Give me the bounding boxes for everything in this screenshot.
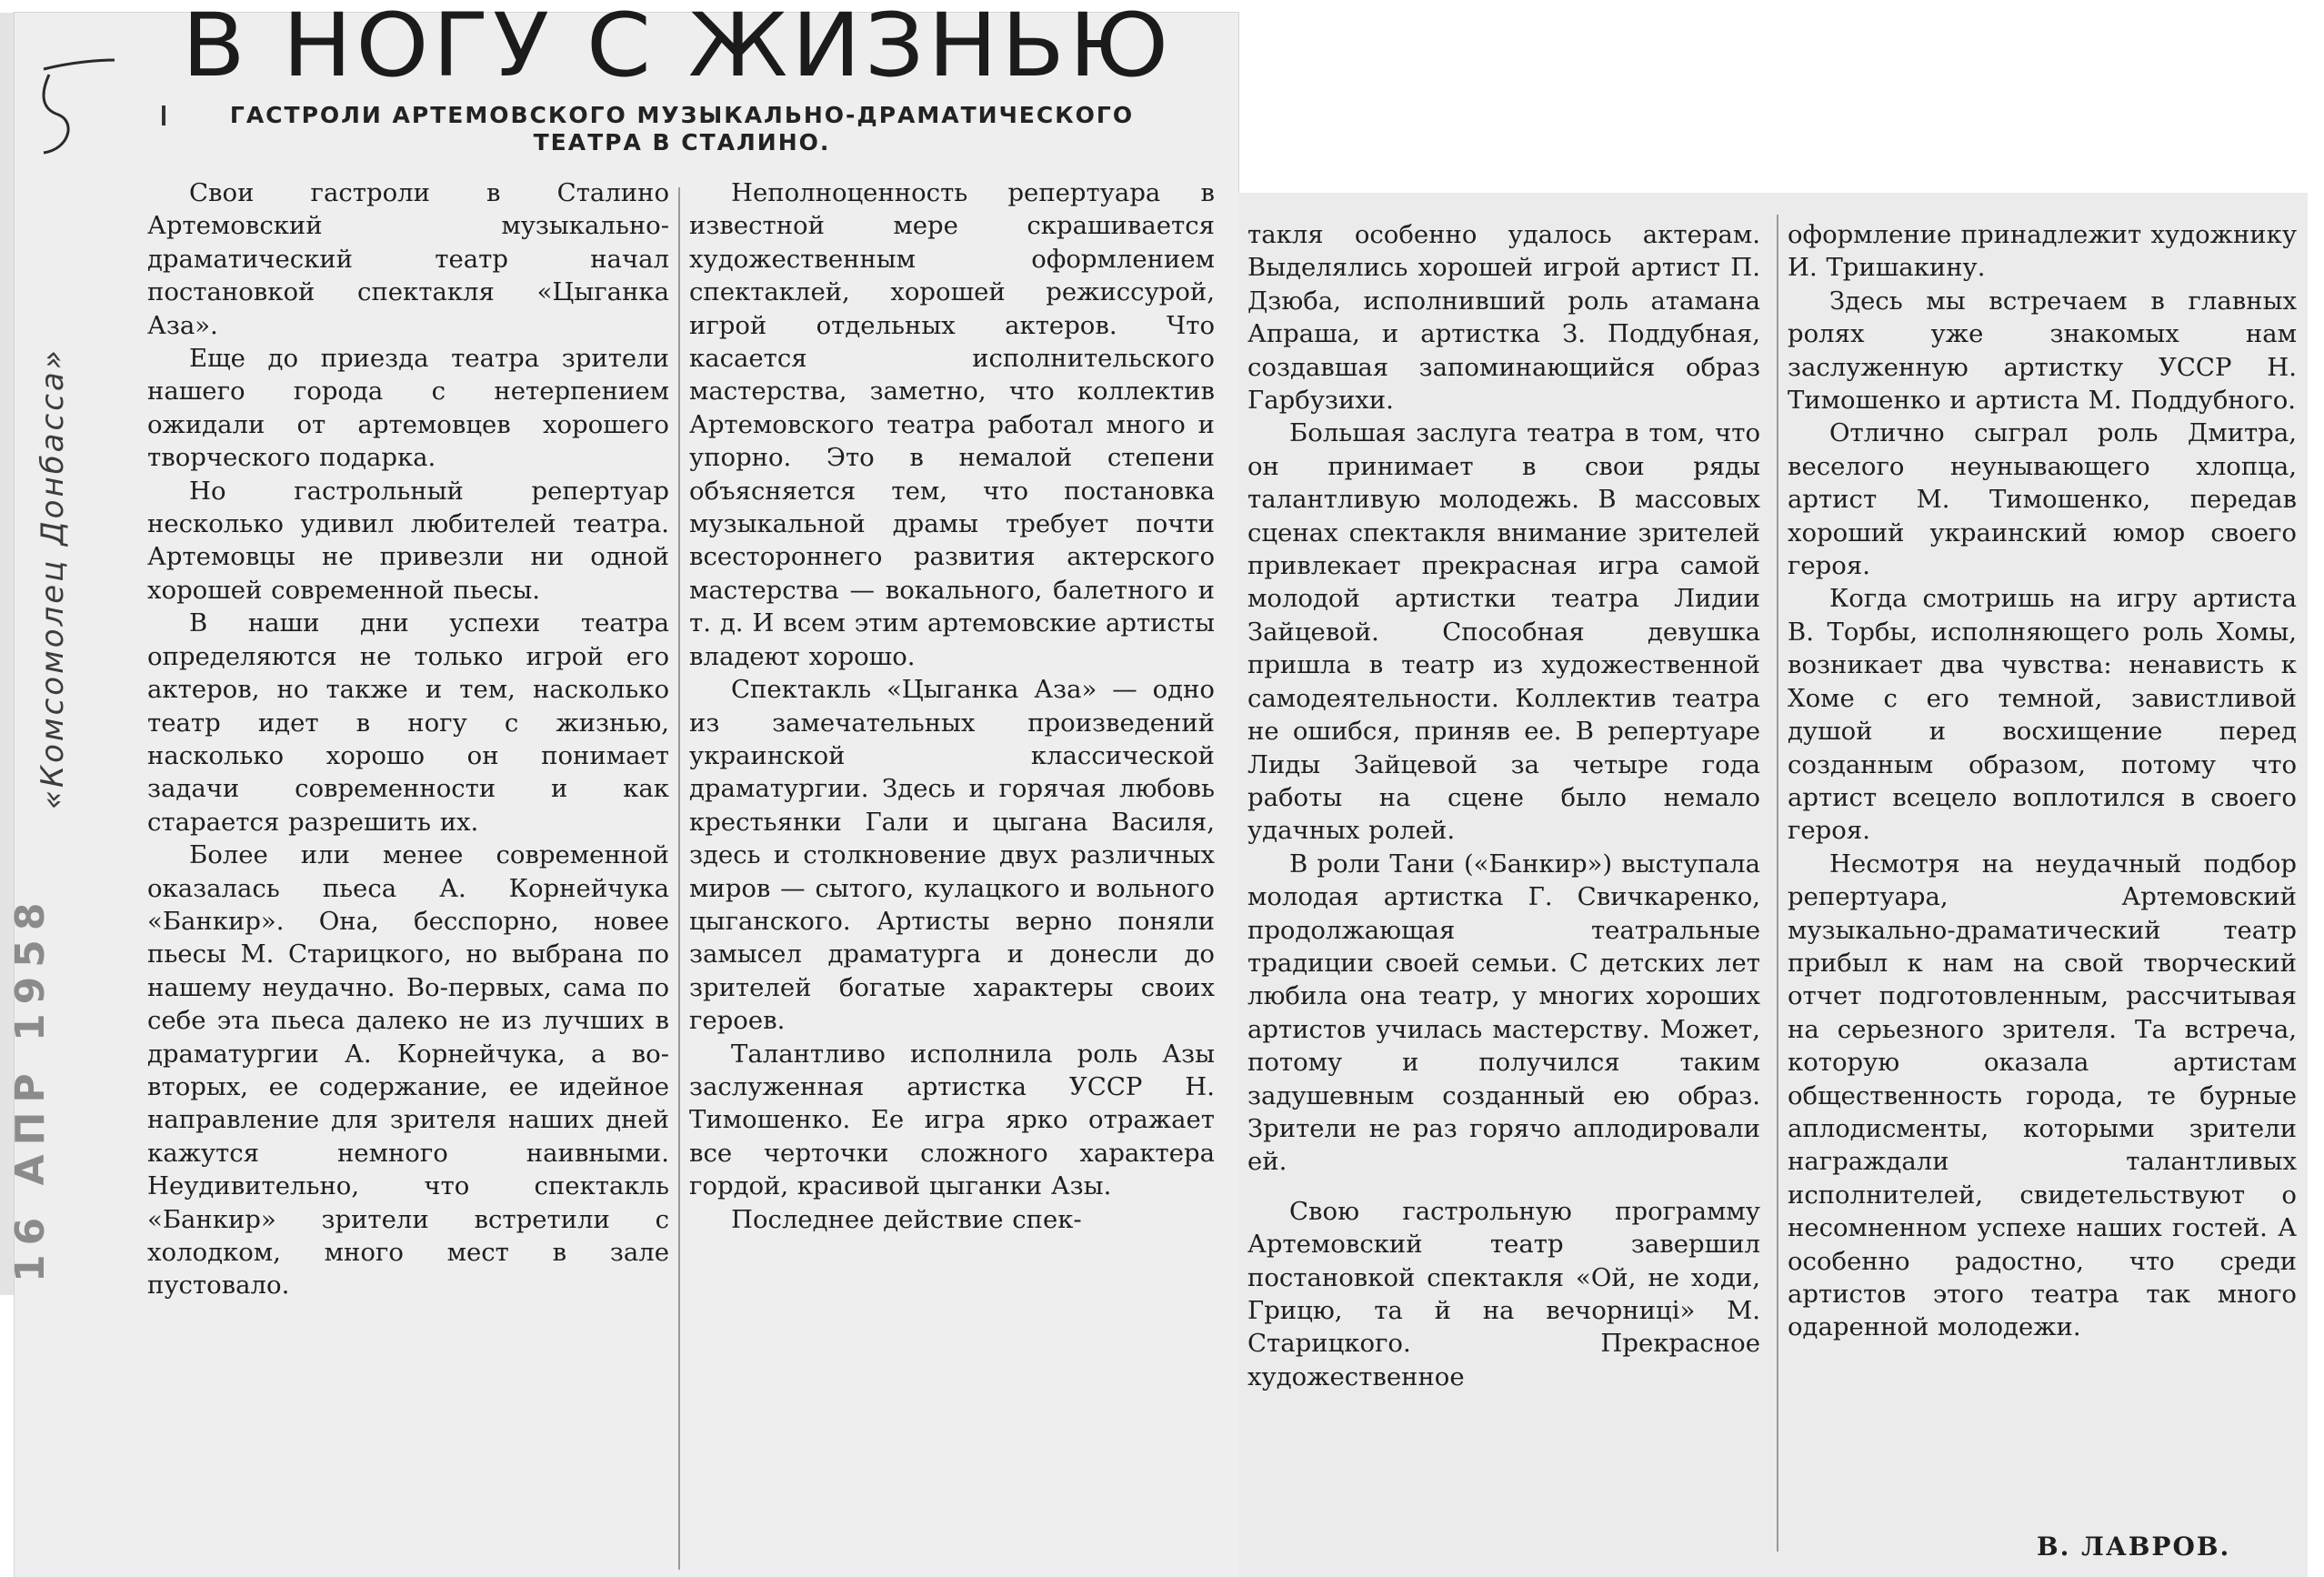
article-column-3	[1247, 218, 1760, 1393]
column-3-paragraph: Большая заслуга театра в том, что он принимает в свои ряды талантливую молодежь. В массовых сценах спектакля внимание зрителей привлекает прекрасная игра самой молодой артистки театра Лидии Зайцевой. Способная девушка пришла в театр из художественной самодеятельности. Коллектив театра не ошибся, приняв ее. В репертуаре Лиды Зайцевой за четыре года работы на сцене было немало удачных ролей.	[1247, 418, 1760, 846]
column-2-paragraph: Неполноценность репертуара в известной мере скрашивается художественным оформлением спектаклей, хорошей режиссурой, игрой отдельных актеров. Что касается исполнительского мастерства, заметно, что коллектив Артемовского театра работал много и упорно. Это в немалой степени объясняется тем, что постановка музыкальной драмы требует почти всестороннего развития актерского мастерства — вокального, балетного и т. д. И всем этим артемовские артисты владеют хорошо.	[689, 178, 1215, 671]
article-column-2	[689, 176, 1215, 1236]
column-4-paragraph: Отлично сыграл роль Дмитра, веселого неунывающего хлопца, артист М. Тимошенко, передав хороший украинский юмор своего героя.	[1788, 418, 2297, 581]
handwritten-mark-icon	[36, 58, 118, 158]
column-4-paragraph: оформление принадлежит художнику И. Тришакину.	[1788, 220, 2297, 283]
column-1-paragraph: Более или менее современной оказалась пьеса А. Корнейчука «Банкир». Она, бесспорно, новее пьесы М. Старицкого, но выбрана по нашему неудачно. Во-первых, сама по себе эта пьеса далеко не из лучших в драматургии А. Корнейчука, а во-вторых, ее содержание, ее идейное направление для зрителя наших дней кажутся немного наивными. Неудивительно, что спектакль «Банкир» зрители встретили с холодком, много мест в зале пустовало.	[147, 840, 669, 1301]
column-2-paragraph: Талантливо исполнила роль Азы заслуженная артистка УССР Н. Тимошенко. Ее игра ярко отражает все черточки сложного характера гордой, красивой цыганки Азы.	[689, 1039, 1215, 1201]
column-4-paragraph: Здесь мы встречаем в главных ролях уже знакомых нам заслуженную артистку УССР Н. Тимошенко и артиста М. Поддубного.	[1788, 286, 2297, 416]
column-1-paragraph: Свои гастроли в Сталино Артемовский музыкально-драматический театр начал постановкой спектакля «Цыганка Аза».	[147, 178, 669, 340]
column-rule-1	[678, 187, 680, 1570]
column-rule-2	[1777, 215, 1778, 1552]
article-headline: В НОГУ С ЖИЗНЬЮ	[182, 0, 1173, 96]
column-3-paragraph: Свою гастрольную программу Артемовский театр завершил постановкой спектакля «Ой, не ходи, Грицю, та й на вечорниці» М. Старицкого. Прекрасное художественное	[1247, 1196, 1760, 1391]
column-1-paragraph: В наши дни успехи театра определяются не только игрой его актеров, но также и тем, насколько театр идет в ногу с жизнью, насколько хорошо он понимает задачи современности и как старается разрешить их.	[147, 608, 669, 837]
column-3-paragraph: такля особенно удалось актерам. Выделялись хорошей игрой артист П. Дзюба, исполнивший роль атамана Апраша, и артистка З. Поддубная, создавшая запоминающийся образ Гарбузихи.	[1247, 220, 1760, 416]
column-1-paragraph: Но гастрольный репертуар несколько удивил любителей театра. Артемовцы не привезли ни одной хорошей современной пьесы.	[147, 476, 669, 605]
column-3-paragraph: В роли Тани («Банкир») выступала молодая артистка Г. Свичкаренко, продолжающая театральные традиции своей семьи. С детских лет любила она театр, у многих хороших артистов училась мастерству. Может, потому и получился таким задушевным созданный ею образ. Зрители не раз горячо аплодировали ей.	[1247, 849, 1760, 1177]
newspaper-name-label: «Комсомолец Донбасса»	[35, 347, 71, 809]
article-column-4	[1788, 218, 2297, 1344]
column-2-paragraph: Последнее действие спек-	[731, 1204, 1082, 1234]
article-column-1	[147, 176, 669, 1302]
column-2-paragraph: Спектакль «Цыганка Аза» — одно из замечательных произведений украинской классической драматургии. Здесь и горячая любовь крестьянки Гали и цыгана Василя, здесь и столкновение двух различных миров — сытого, кулацкого и вольного цыганского. Артисты верно поняли замысел драматурга и донесли до зрителей богатые характеры своих героев.	[689, 675, 1215, 1036]
column-4-paragraph: Когда смотришь на игру артиста В. Торбы, исполняющего роль Хомы, возникает два чувства: ненависть к Хоме с его темной, завистливой душой и восхищение перед созданным образом, потому что артист всецело воплотился в своего героя.	[1788, 584, 2297, 846]
column-4-paragraph: Несмотря на неудачный подбор репертуара, Артемовский музыкально-драматический театр прибыл к нам на свой творческий отчет подготовленным, рассчитывая на серьезного зрителя. Та встреча, которую оказала артистам общественность города, те бурные аплодисменты, которыми зрители награждали талантливых исполнителей, свидетельствуют о несомненном успехе наших гостей. А особенно радостно, что среди артистов этого театра так много одаренной молодежи.	[1788, 849, 2297, 1342]
column-1-paragraph: Еще до приезда театра зрители нашего города с нетерпением ожидали от артемовцев хорошего творческого подарка.	[147, 344, 669, 473]
subheadline-marker	[162, 105, 165, 126]
article-subheadline: ГАСТРОЛИ АРТЕМОВСКОГО МУЗЫКАЛЬНО-ДРАМАТИЧЕСКОГО ТЕАТРА В СТАЛИНО.	[229, 102, 1135, 156]
author-byline: В. ЛАВРОВ.	[2037, 1532, 2231, 1562]
date-stamp: 16 АПР 1958	[7, 893, 54, 1282]
